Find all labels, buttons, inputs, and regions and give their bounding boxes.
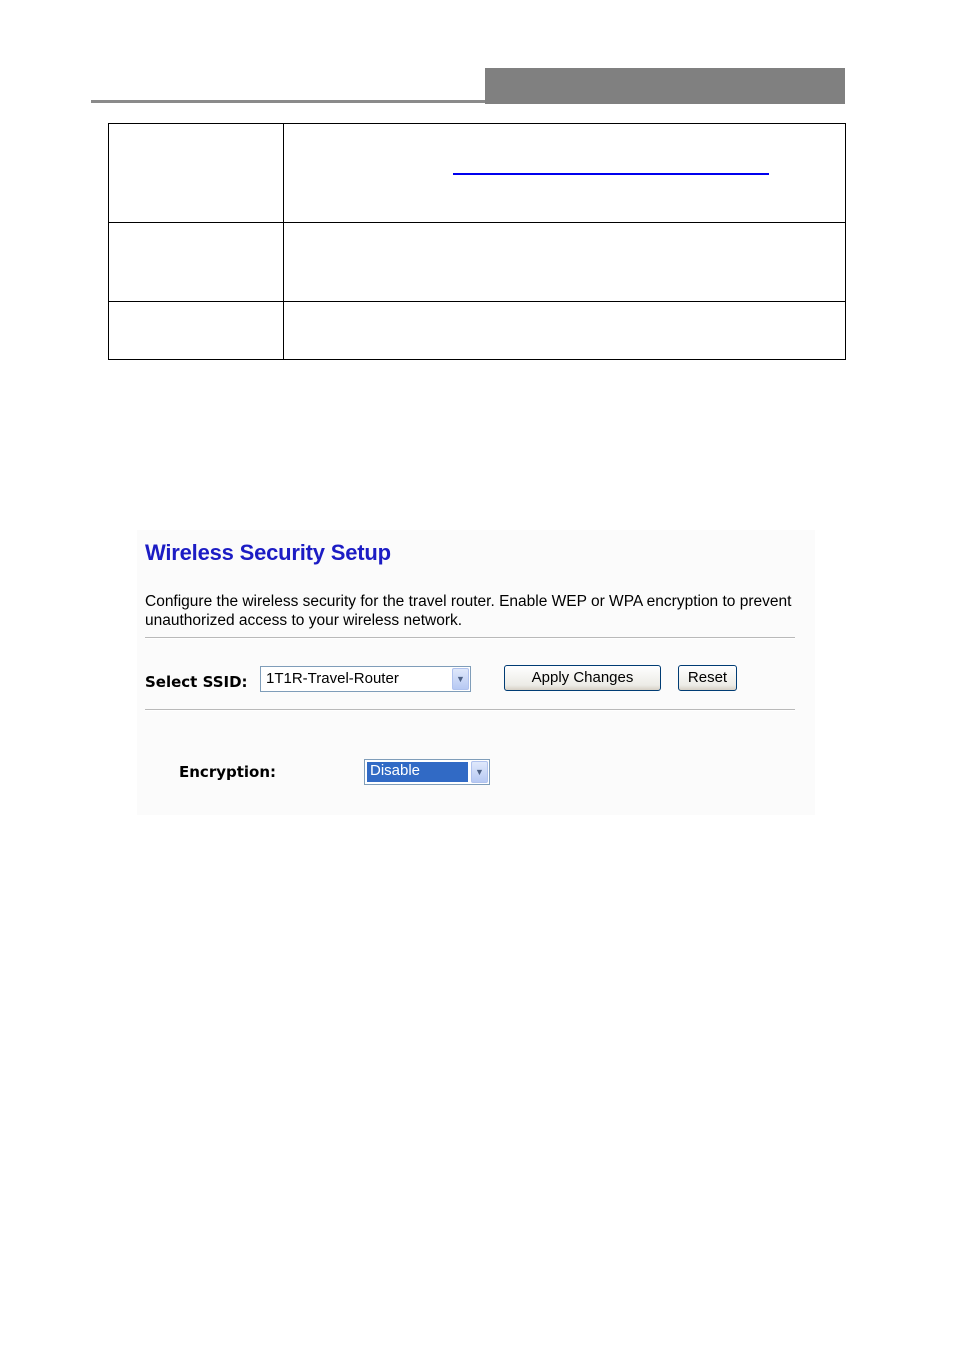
- page-description: Configure the wireless security for the travel router. Enable WEP or WPA encryption to prevent unauthorized access to your wireless network.: [145, 593, 792, 629]
- table-row: [109, 223, 846, 302]
- table-row: [109, 124, 846, 223]
- divider: [145, 637, 795, 639]
- apply-changes-button[interactable]: Apply Changes: [504, 665, 661, 691]
- table-cell: [109, 223, 284, 302]
- table-row: [109, 302, 846, 360]
- encryption-label: Encryption:: [179, 763, 277, 781]
- chevron-down-icon[interactable]: ▼: [452, 668, 469, 690]
- spec-table: [108, 123, 846, 360]
- chevron-down-icon[interactable]: ▼: [471, 761, 488, 783]
- header-rule: [91, 100, 485, 103]
- table-cell: [109, 124, 284, 223]
- header-bar: [485, 68, 845, 104]
- select-ssid-label: Select SSID:: [145, 673, 248, 691]
- ssid-select-value: 1T1R-Travel-Router: [266, 670, 399, 687]
- divider: [145, 709, 795, 711]
- table-cell: [284, 124, 846, 223]
- encryption-select[interactable]: [364, 759, 490, 785]
- link-underline[interactable]: [453, 173, 769, 175]
- table-cell: [284, 223, 846, 302]
- encryption-select-value: Disable: [367, 762, 468, 782]
- reset-button[interactable]: Reset: [678, 665, 737, 691]
- ssid-select[interactable]: [260, 666, 471, 692]
- page-title: Wireless Security Setup: [145, 540, 391, 565]
- table-cell: [284, 302, 846, 360]
- wireless-security-panel: [137, 530, 815, 815]
- table-cell: [109, 302, 284, 360]
